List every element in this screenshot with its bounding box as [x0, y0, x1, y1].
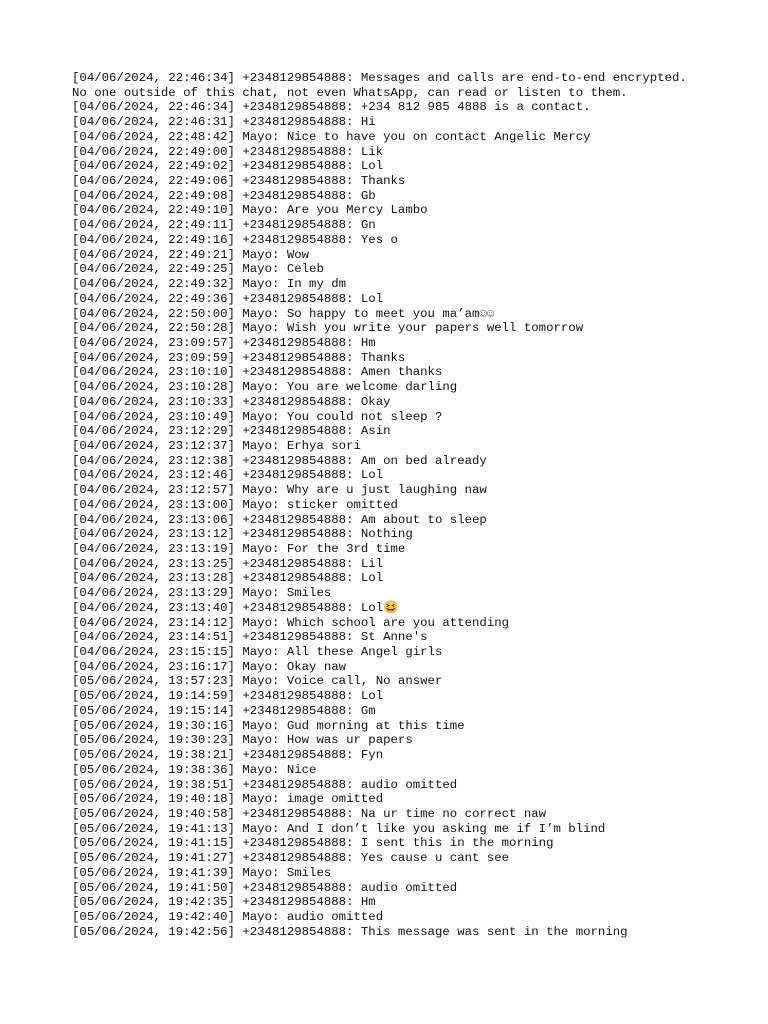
transcript-line: [04/06/2024, 22:49:00] +2348129854888: Lik: [72, 144, 384, 159]
transcript-line: [04/06/2024, 23:13:29] Mayo: Smiles: [72, 586, 332, 601]
transcript-line: [04/06/2024, 22:46:31] +2348129854888: Hi: [72, 115, 376, 130]
transcript-line: [04/06/2024, 22:48:42] Mayo: Nice to have you on contact Angelic Mercy: [72, 129, 591, 144]
transcript-line: [04/06/2024, 22:49:36] +2348129854888: Lol: [72, 291, 384, 306]
transcript-line: [04/06/2024, 23:13:19] Mayo: For the 3rd time: [72, 542, 406, 556]
transcript-line: [04/06/2024, 22:49:21] Mayo: Wow: [72, 247, 310, 262]
transcript-line: [04/06/2024, 22:46:34] +2348129854888: +234 812 985 4888 is a contact.: [72, 100, 591, 115]
transcript-line: [04/06/2024, 23:12:38] +2348129854888: Am on bed already: [72, 453, 487, 468]
transcript-line: [05/06/2024, 19:30:23] Mayo: How was ur papers: [72, 733, 413, 748]
transcript-line: No one outside of this chat, not even WhatsApp, can read or listen to them.: [72, 85, 628, 100]
transcript-line: [05/06/2024, 19:15:14] +2348129854888: Gm: [72, 703, 376, 718]
transcript-line: [04/06/2024, 23:12:57] Mayo: Why are u just laughing naw: [72, 483, 487, 498]
transcript-line: [04/06/2024, 22:49:08] +2348129854888: Gb: [72, 188, 376, 203]
transcript-line: [05/06/2024, 19:41:50] +2348129854888: audio omitted: [72, 880, 458, 895]
chat-transcript-page: [72, 71, 762, 939]
transcript-line: [04/06/2024, 23:10:10] +2348129854888: Amen thanks: [72, 365, 443, 380]
transcript-line: [04/06/2024, 23:15:15] Mayo: All these Angel girls: [72, 645, 443, 660]
transcript-line: [05/06/2024, 19:14:59] +2348129854888: Lol: [72, 689, 384, 704]
transcript-line: [04/06/2024, 23:13:40] +2348129854888: Lol😆: [72, 600, 399, 615]
transcript-line: [04/06/2024, 22:46:34] +2348129854888: Messages and calls are end-to-end encrypted.: [72, 71, 687, 85]
transcript-line: [04/06/2024, 23:12:37] Mayo: Erhya sori: [72, 438, 361, 453]
transcript-line: [04/06/2024, 23:10:49] Mayo: You could not sleep ?: [72, 409, 443, 424]
transcript-line: [05/06/2024, 19:42:56] +2348129854888: This message was sent in the morning: [72, 924, 628, 939]
transcript-line: [05/06/2024, 19:41:15] +2348129854888: I sent this in the morning: [72, 836, 554, 851]
transcript-line: [04/06/2024, 22:50:00] Mayo: So happy to meet you ma’am☺☺: [72, 306, 495, 321]
transcript-line: [05/06/2024, 19:40:18] Mayo: image omitted: [72, 792, 384, 807]
transcript-line: [04/06/2024, 22:49:32] Mayo: In my dm: [72, 277, 347, 292]
transcript-line: [05/06/2024, 19:40:58] +2348129854888: Na ur time no correct naw: [72, 806, 547, 821]
transcript-line: [04/06/2024, 23:14:12] Mayo: Which school are you attending: [72, 615, 510, 630]
transcript-line: [04/06/2024, 22:49:16] +2348129854888: Yes o: [72, 232, 398, 247]
transcript-line: [04/06/2024, 23:09:57] +2348129854888: Hm: [72, 335, 376, 350]
transcript-line: [04/06/2024, 23:10:28] Mayo: You are welcome darling: [72, 380, 458, 395]
transcript-line: [04/06/2024, 22:49:02] +2348129854888: Lol: [72, 159, 384, 174]
transcript-line: [05/06/2024, 19:41:13] Mayo: And I don’t like you asking me if I’m blind: [72, 821, 606, 836]
transcript-line: [04/06/2024, 23:13:00] Mayo: sticker omitted: [72, 497, 398, 512]
transcript-line: [04/06/2024, 23:16:17] Mayo: Okay naw: [72, 659, 347, 674]
transcript-line: [04/06/2024, 22:49:11] +2348129854888: Gn: [72, 218, 376, 233]
transcript-line: [04/06/2024, 22:49:10] Mayo: Are you Mercy Lambo: [72, 203, 428, 218]
transcript-line: [04/06/2024, 23:13:12] +2348129854888: Nothing: [72, 527, 413, 542]
transcript-line: [04/06/2024, 23:14:51] +2348129854888: St Anne's: [72, 630, 428, 645]
transcript-line: [05/06/2024, 13:57:23] Mayo: Voice call, No answer: [72, 674, 443, 689]
transcript-line: [04/06/2024, 22:50:28] Mayo: Wish you write your papers well tomorrow: [72, 321, 584, 336]
transcript-line: [04/06/2024, 23:12:29] +2348129854888: Asin: [72, 424, 391, 439]
transcript-line: [05/06/2024, 19:30:16] Mayo: Gud morning at this time: [72, 718, 465, 733]
transcript-line: [05/06/2024, 19:38:21] +2348129854888: Fyn: [72, 748, 384, 763]
transcript-line: [04/06/2024, 22:49:25] Mayo: Celeb: [72, 262, 324, 277]
transcript-line: [04/06/2024, 23:10:33] +2348129854888: Okay: [72, 394, 391, 409]
transcript-line: [05/06/2024, 19:42:40] Mayo: audio omitted: [72, 909, 384, 924]
transcript-line: [04/06/2024, 23:13:25] +2348129854888: Lil: [72, 556, 384, 571]
transcript-line: [04/06/2024, 23:13:06] +2348129854888: Am about to sleep: [72, 512, 487, 527]
transcript-line: [05/06/2024, 19:42:35] +2348129854888: Hm: [72, 895, 376, 910]
transcript-line: [05/06/2024, 19:38:51] +2348129854888: audio omitted: [72, 777, 458, 792]
transcript-line: [05/06/2024, 19:41:27] +2348129854888: Yes cause u cant see: [72, 851, 510, 866]
transcript-line: [04/06/2024, 22:49:06] +2348129854888: Thanks: [72, 174, 406, 189]
transcript-line: [05/06/2024, 19:41:39] Mayo: Smiles: [72, 865, 332, 880]
transcript-line: [05/06/2024, 19:38:36] Mayo: Nice: [72, 762, 317, 777]
transcript-line: [04/06/2024, 23:09:59] +2348129854888: Thanks: [72, 350, 406, 365]
transcript-line: [04/06/2024, 23:13:28] +2348129854888: Lol: [72, 571, 384, 586]
transcript-line: [04/06/2024, 23:12:46] +2348129854888: Lol: [72, 468, 384, 483]
